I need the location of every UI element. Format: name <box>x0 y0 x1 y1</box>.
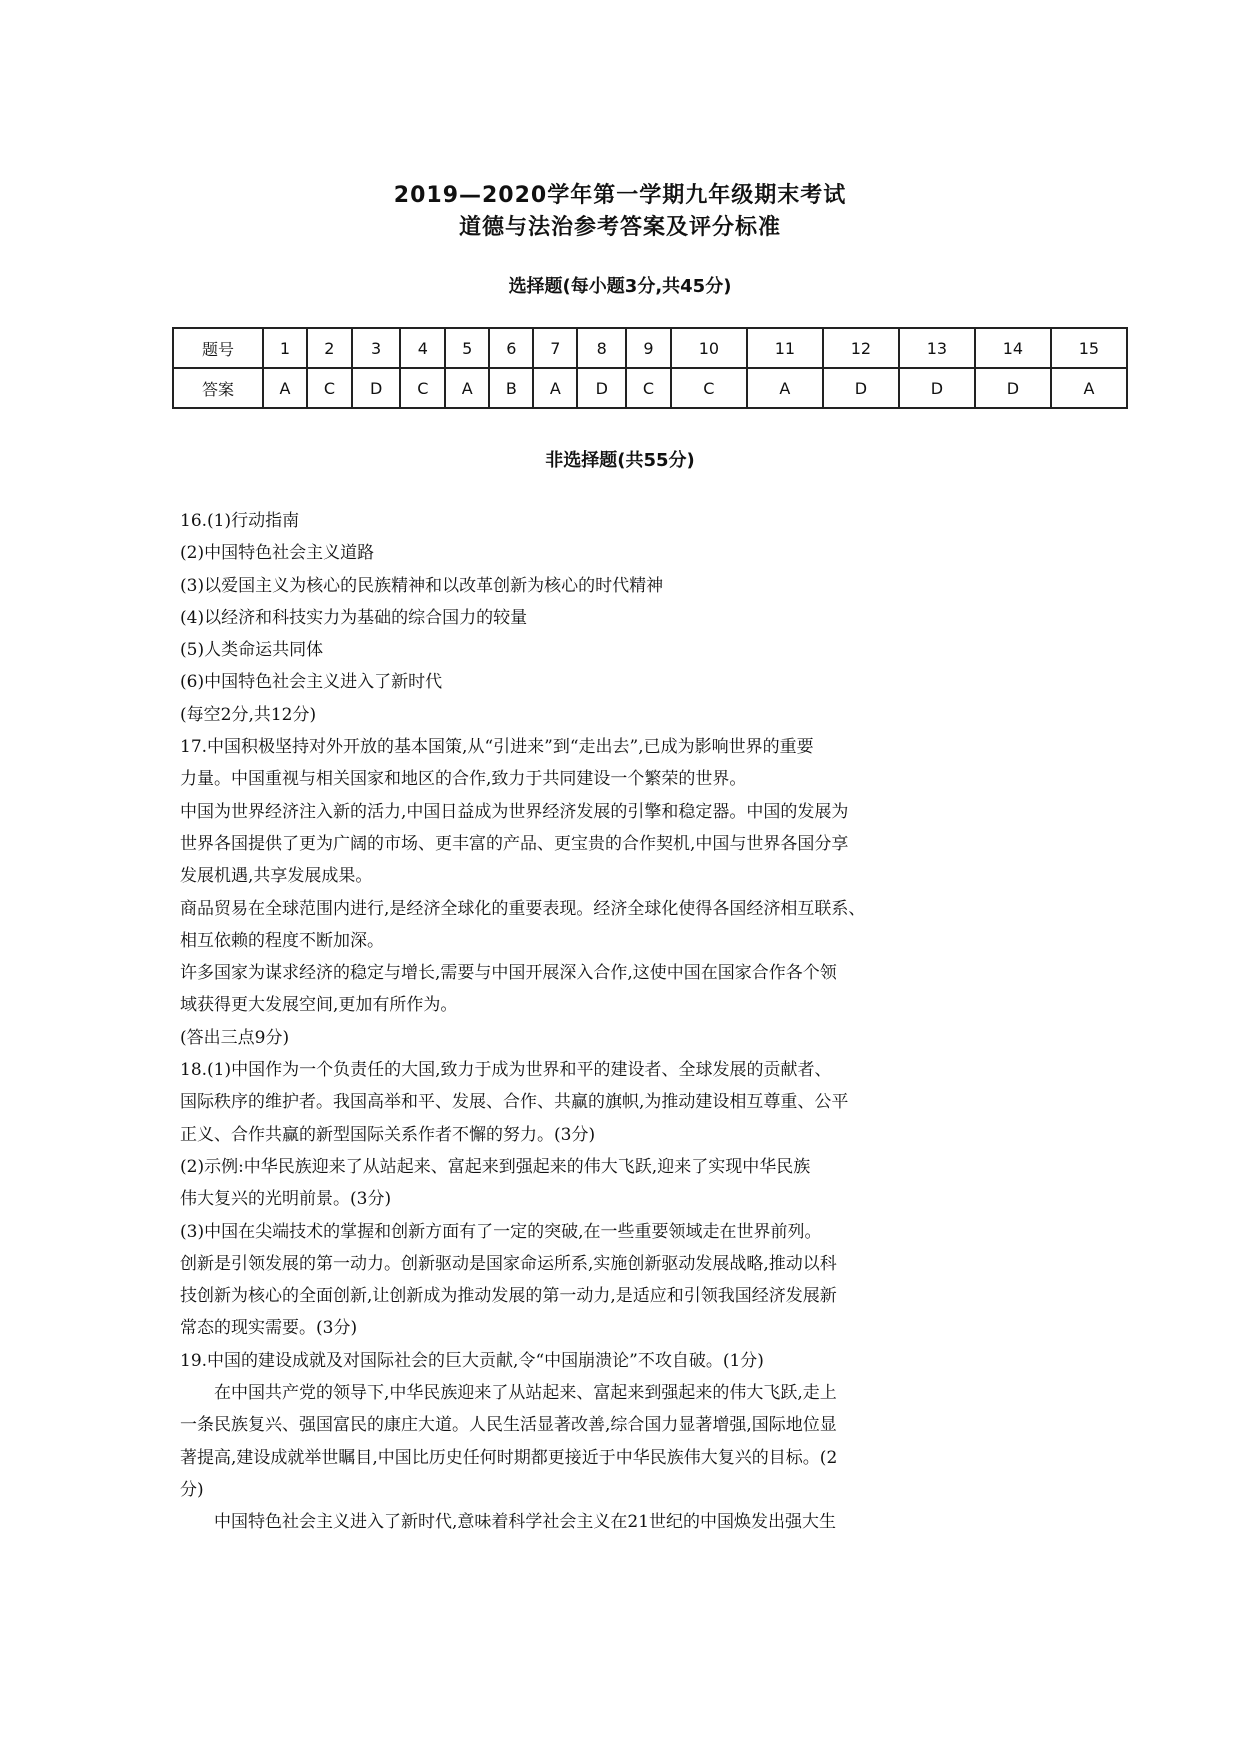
text-line: 17.中国积极坚持对外开放的基本国策,从“引进来”到“走出去”,已成为影响世界的重要 <box>180 737 814 758</box>
text-line: 中国特色社会主义进入了新时代,意味着科学社会主义在21世纪的中国焕发出强大生 <box>214 1512 837 1533</box>
text-line: 中国为世界经济注入新的活力,中国日益成为世界经济发展的引擎和稳定器。中国的发展为 <box>180 801 849 822</box>
question-number: 9 <box>626 328 671 368</box>
question-number: 14 <box>975 328 1051 368</box>
answer-cell: C <box>671 368 747 408</box>
text-line: 域获得更大发展空间,更加有所作为。 <box>180 995 458 1016</box>
answer-cell: D <box>823 368 899 408</box>
answer-cell: D <box>577 368 626 408</box>
text-line: 在中国共产党的领导下,中华民族迎来了从站起来、富起来到强起来的伟大飞跃,走上 <box>214 1383 837 1404</box>
text-line: 一条民族复兴、强国富民的康庄大道。人民生活显著改善,综合国力显著增强,国际地位显 <box>180 1415 837 1436</box>
nonchoice-section-title: 非选择题(共55分) <box>545 450 695 471</box>
text-line: 19.中国的建设成就及对国际社会的巨大贡献,令“中国崩溃论”不攻自破。(1分) <box>180 1350 764 1371</box>
text-line: 商品贸易在全球范围内进行,是经济全球化的重要表现。经济全球化使得各国经济相互联系、 <box>180 898 866 919</box>
answer-cell: B <box>489 368 533 408</box>
question-number: 4 <box>400 328 445 368</box>
answer-cell: C <box>626 368 671 408</box>
row-label-number: 题号 <box>173 328 263 368</box>
answer-cell: C <box>400 368 445 408</box>
text-line: 世界各国提供了更为广阔的市场、更丰富的产品、更宝贵的合作契机,中国与世界各国分享 <box>180 833 849 854</box>
question-number: 3 <box>352 328 401 368</box>
question-number: 10 <box>671 328 747 368</box>
text-line: 伟大复兴的光明前景。(3分) <box>180 1189 392 1210</box>
text-line: 技创新为核心的全面创新,让创新成为推动发展的第一动力,是适应和引领我国经济发展新 <box>180 1286 837 1307</box>
answer-cell: A <box>533 368 577 408</box>
text-line: 许多国家为谋求经济的稳定与增长,需要与中国开展深入合作,这使中国在国家合作各个领 <box>180 963 837 984</box>
text-line: 18.(1)中国作为一个负责任的大国,致力于成为世界和平的建设者、全球发展的贡献者、 <box>180 1060 832 1081</box>
text-line: (2)中国特色社会主义道路 <box>180 543 375 564</box>
text-line: 分) <box>180 1479 204 1500</box>
text-line: 国际秩序的维护者。我国高举和平、发展、合作、共赢的旗帜,为推动建设相互尊重、公平 <box>180 1092 849 1113</box>
question-number: 11 <box>747 328 823 368</box>
text-line: 正义、合作共赢的新型国际关系作者不懈的努力。(3分) <box>180 1124 596 1145</box>
text-line: 常态的现实需要。(3分) <box>180 1318 358 1339</box>
answer-cell: C <box>307 368 352 408</box>
text-line: (6)中国特色社会主义进入了新时代 <box>180 672 443 693</box>
table-row-answers <box>173 368 1127 408</box>
text-line: (3)中国在尖端技术的掌握和创新方面有了一定的突破,在一些重要领域走在世界前列。 <box>180 1221 822 1242</box>
answer-cell: A <box>263 368 307 408</box>
text-line: 16.(1)行动指南 <box>180 511 300 531</box>
answer-cell: D <box>352 368 401 408</box>
table-row-numbers <box>173 328 1127 368</box>
question-number: 1 <box>263 328 307 368</box>
question-number: 8 <box>577 328 626 368</box>
question-number: 7 <box>533 328 577 368</box>
text-line: 著提高,建设成就举世瞩目,中国比历史任何时期都更接近于中华民族伟大复兴的目标。(2 <box>180 1447 838 1468</box>
question-number: 5 <box>445 328 489 368</box>
text-line: (每空2分,共12分) <box>180 704 317 725</box>
exam-title: 2019—2020学年第一学期九年级期末考试 <box>393 183 847 208</box>
text-line: 力量。中国重视与相关国家和地区的合作,致力于共同建设一个繁荣的世界。 <box>180 769 747 790</box>
text-line: (2)示例:中华民族迎来了从站起来、富起来到强起来的伟大飞跃,迎来了实现中华民族 <box>180 1156 811 1177</box>
text-line: 相互依赖的程度不断加深。 <box>180 930 384 951</box>
text-line: 创新是引领发展的第一动力。创新驱动是国家命运所系,实施创新驱动发展战略,推动以科 <box>180 1253 837 1274</box>
exam-subtitle: 道德与法治参考答案及评分标准 <box>458 215 781 240</box>
answer-body <box>180 505 1060 1539</box>
question-number: 12 <box>823 328 899 368</box>
question-number: 6 <box>489 328 533 368</box>
question-number: 15 <box>1051 328 1127 368</box>
text-line: (答出三点9分) <box>180 1027 290 1048</box>
question-number: 2 <box>307 328 352 368</box>
answer-cell: A <box>1051 368 1127 408</box>
text-line: 发展机遇,共享发展成果。 <box>180 866 373 887</box>
text-line: (4)以经济和科技实力为基础的综合国力的较量 <box>180 607 528 628</box>
row-label-answer: 答案 <box>173 368 263 408</box>
answer-cell: D <box>975 368 1051 408</box>
text-line: (3)以爱国主义为核心的民族精神和以改革创新为核心的时代精神 <box>180 575 664 596</box>
question-number: 13 <box>899 328 975 368</box>
answer-cell: A <box>747 368 823 408</box>
text-line: (5)人类命运共同体 <box>180 640 324 661</box>
choice-section-title: 选择题(每小题3分,共45分) <box>508 276 732 297</box>
answer-table <box>172 327 1128 409</box>
answer-cell: D <box>899 368 975 408</box>
answer-cell: A <box>445 368 489 408</box>
